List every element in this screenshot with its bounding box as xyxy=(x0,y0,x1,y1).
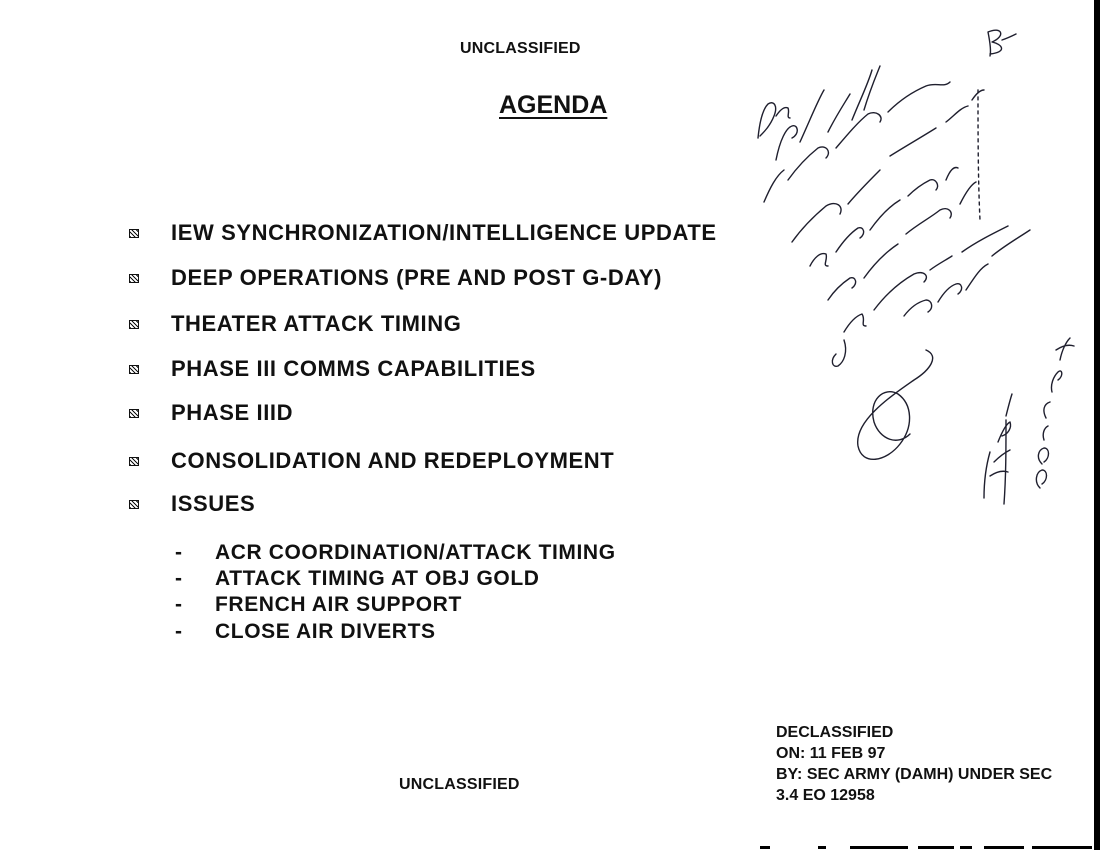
issue-subitem-label: CLOSE AIR DIVERTS xyxy=(215,620,436,643)
agenda-item-label: PHASE IIID xyxy=(171,400,294,425)
declass-order: 3.4 EO 12958 xyxy=(776,787,875,804)
issue-subitem xyxy=(175,567,540,591)
dash-bullet: - xyxy=(175,593,183,616)
agenda-item xyxy=(129,220,717,246)
bullet-icon xyxy=(129,457,139,466)
agenda-item xyxy=(129,311,461,337)
bullet-icon xyxy=(129,274,139,283)
issue-subitem xyxy=(175,541,616,565)
scan-edge-marks xyxy=(760,845,1105,850)
bullet-icon xyxy=(129,409,139,418)
agenda-item-label: DEEP OPERATIONS (PRE AND POST G-DAY) xyxy=(171,265,663,290)
issue-subitem xyxy=(175,620,436,644)
agenda-item xyxy=(129,491,255,517)
agenda-item-label: THEATER ATTACK TIMING xyxy=(171,311,462,336)
agenda-item xyxy=(129,448,614,474)
page-title: AGENDA xyxy=(499,91,608,119)
scan-edge-border xyxy=(1094,0,1100,850)
agenda-item-label: IEW SYNCHRONIZATION/INTELLIGENCE UPDATE xyxy=(171,220,717,245)
bullet-icon xyxy=(129,229,139,238)
dash-bullet: - xyxy=(175,567,183,590)
agenda-item-label: PHASE III COMMS CAPABILITIES xyxy=(171,356,536,381)
bullet-icon xyxy=(129,365,139,374)
agenda-item-label: CONSOLIDATION AND REDEPLOYMENT xyxy=(171,448,615,473)
issue-subitem-label: ACR COORDINATION/ATTACK TIMING xyxy=(215,541,616,564)
declass-authority: BY: SEC ARMY (DAMH) UNDER SEC xyxy=(776,766,1053,783)
handwritten-note xyxy=(740,20,1090,520)
agenda-item-label: ISSUES xyxy=(171,491,256,516)
classification-marking-bottom: UNCLASSIFIED xyxy=(399,776,520,793)
bullet-icon xyxy=(129,320,139,329)
declassification-stamp xyxy=(776,722,1052,806)
agenda-item xyxy=(129,265,662,291)
issue-subitem-label: FRENCH AIR SUPPORT xyxy=(215,593,462,616)
bullet-icon xyxy=(129,500,139,509)
agenda-item xyxy=(129,400,293,426)
declass-line: DECLASSIFIED xyxy=(776,724,894,741)
issue-subitem-label: ATTACK TIMING AT OBJ GOLD xyxy=(215,567,540,590)
agenda-item xyxy=(129,356,536,382)
classification-marking-top: UNCLASSIFIED xyxy=(460,40,581,57)
issue-subitem xyxy=(175,593,462,617)
dash-bullet: - xyxy=(175,620,183,643)
declass-date: ON: 11 FEB 97 xyxy=(776,745,886,762)
dash-bullet: - xyxy=(175,541,183,564)
